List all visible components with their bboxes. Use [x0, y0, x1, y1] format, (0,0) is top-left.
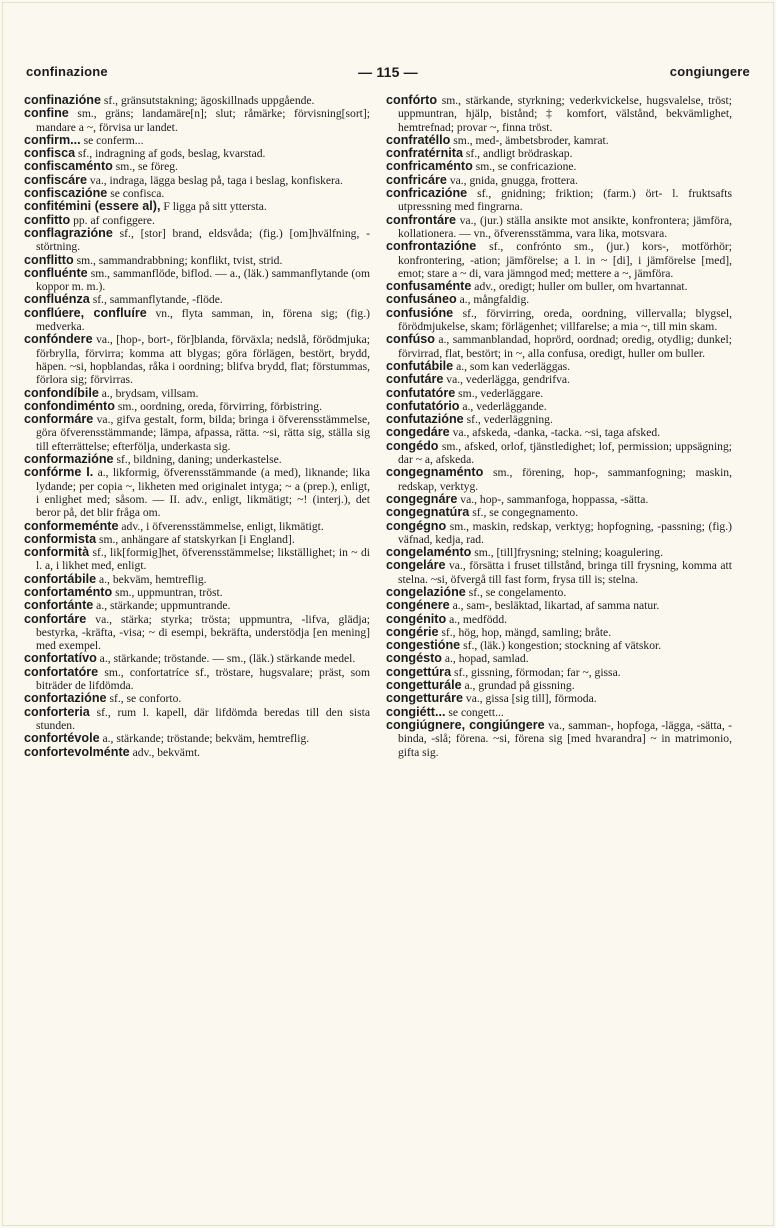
dictionary-entry: [386, 280, 732, 293]
dictionary-entry: [24, 187, 370, 200]
left-column: [24, 94, 370, 1124]
dictionary-entry: [24, 400, 370, 413]
dictionary-entry: [386, 134, 732, 147]
dictionary-entry: [386, 520, 732, 547]
entry-definition: a., stärkande; tröstande. — sm., (läk.) stärkande medel.: [99, 652, 356, 666]
dictionary-entry: [24, 466, 370, 519]
dictionary-entry: [24, 546, 370, 573]
entry-definition: sf., sammanflytande, -flöde.: [92, 293, 223, 307]
entry-headword: congiétt...: [386, 704, 446, 719]
dictionary-entry: [24, 666, 370, 693]
entry-definition: a., vederläggande.: [462, 399, 547, 413]
entry-headword: congelaménto: [386, 545, 472, 560]
entry-definition: se congett...: [448, 705, 504, 719]
dictionary-entry: [24, 107, 370, 134]
dictionary-entry: [24, 746, 370, 759]
entry-definition: va., vederlägga, gendrifva.: [446, 373, 570, 387]
entry-headword: congiúgnere, congiúngere: [386, 717, 545, 732]
entry-definition: a., hopad, samlad.: [444, 652, 529, 666]
dictionary-entry: [386, 626, 732, 639]
dictionary-entry: [386, 373, 732, 386]
entry-definition: a., sammanblandad, hoprörd, oordnad; oredig, otydlig; dunkel; förvirrad, flat, bestört; in ~, alla confusa, oredigt, huller om buller.: [398, 333, 732, 360]
dictionary-entry: [24, 573, 370, 586]
dictionary-entry: [24, 732, 370, 745]
entry-headword: confluénte: [24, 265, 88, 280]
entry-definition: vn., flyta samman, in, förena sig; (fig.) medverka.: [36, 306, 370, 334]
dictionary-entry: [386, 94, 732, 134]
entry-headword: confortábile: [24, 571, 97, 586]
dictionary-entry: [386, 333, 732, 360]
entry-definition: a., stärkande; tröstande; bekväm, hemtreflig.: [102, 732, 310, 746]
dictionary-entry: [386, 639, 732, 652]
entry-headword: conformità: [24, 545, 90, 560]
dictionary-entry: [386, 426, 732, 439]
dictionary-entry: [386, 546, 732, 559]
entry-headword: congésto: [386, 651, 442, 666]
entry-headword: confrontazióne: [386, 239, 477, 254]
dictionary-entry: [386, 400, 732, 413]
entry-headword: confortaménto: [24, 584, 113, 599]
entry-headword: confondiménto: [24, 398, 115, 413]
entry-definition: sm., sammandrabbning; konflikt, tvist, strid.: [76, 253, 283, 267]
entry-headword: confutatóre: [386, 385, 456, 400]
dictionary-entry: [386, 679, 732, 692]
entry-definition: sm., oordning, oreda, förvirring, förbistring.: [117, 399, 323, 413]
entry-headword: confusaménte: [386, 279, 472, 294]
entry-definition: va., hop-, sammanfoga, hoppassa, -sätta.: [460, 492, 649, 506]
entry-definition: sf., hög, hop, mängd, samling; bråte.: [441, 625, 612, 639]
entry-definition: adv., i öfverensstämmelse, enligt, likmätigt.: [121, 519, 324, 533]
entry-headword: confricazióne: [386, 186, 468, 201]
entry-definition: va., gifva gestalt, form, bilda; bringa i öfverensstämmelse, göra öfverensstämmande; lämpa, afpassa, rätta. ~si, rätta sig, ställa sig till efterrättelse; efterfölja, underkasta sig.: [36, 413, 370, 453]
dictionary-entry: [386, 147, 732, 160]
dictionary-entry: [24, 147, 370, 160]
entry-definition: a., stärkande; uppmuntrande.: [96, 599, 231, 613]
entry-headword: confortatóre: [24, 664, 99, 679]
entry-definition: sm., uppmuntran, tröst.: [115, 585, 223, 599]
header-right-guide-word: congiungere: [669, 64, 750, 79]
entry-headword: confiscaménto: [24, 159, 113, 174]
entry-definition: a., bekväm, hemtreflig.: [98, 572, 207, 586]
dictionary-entry: [386, 599, 732, 612]
entry-headword: conformazióne: [24, 452, 114, 467]
entry-headword: confondíbile: [24, 385, 99, 400]
dictionary-entry: [24, 586, 370, 599]
dictionary-entry: [24, 387, 370, 400]
entry-headword: confiscáre: [24, 172, 87, 187]
entry-definition: sf., indragning af gods, beslag, kvarstad.: [78, 147, 266, 161]
dictionary-entry: [386, 214, 732, 241]
entry-definition: se confisca.: [110, 187, 165, 201]
entry-headword: confratéllo: [386, 132, 451, 147]
dictionary-entry: [24, 652, 370, 665]
dictionary-entry: [24, 613, 370, 653]
entry-headword: confirm...: [24, 132, 81, 147]
entry-definition: a., mångfaldig.: [459, 293, 530, 307]
entry-definition: sm., se confricazione.: [475, 160, 577, 174]
entry-definition: va., stärka; styrka; trösta; uppmuntra, -lifva, glädja; bestyrka, -kräfta, -visa; ~ di esempi, bekräfta, understödja [en mening] med exempel.: [36, 612, 370, 653]
entry-headword: congegnáre: [386, 491, 458, 506]
dictionary-entry: [24, 227, 370, 254]
dictionary-entry: [24, 413, 370, 453]
dictionary-entry: [24, 293, 370, 306]
entry-headword: confusáneo: [386, 292, 457, 307]
dictionary-entry: [24, 520, 370, 533]
entry-headword: congettúra: [386, 664, 452, 679]
entry-headword: conflagrazióne: [24, 225, 113, 240]
entry-headword: confluénza: [24, 292, 90, 307]
entry-headword: confinazióne: [24, 94, 101, 107]
entry-headword: confutábile: [386, 358, 454, 373]
dictionary-entry: [24, 200, 370, 213]
entry-definition: sf., lik[formig]het, öfverensstämmelse; likställighet; in ~ di l. a, i likhet med, enligt.: [36, 546, 370, 573]
entry-headword: confrontáre: [386, 212, 456, 227]
entry-headword: congégno: [386, 518, 447, 533]
dictionary-entry: [24, 134, 370, 147]
dictionary-entry: [24, 160, 370, 173]
entry-headword: congeláre: [386, 558, 446, 573]
entry-headword: confusióne: [386, 305, 454, 320]
dictionary-entry: [386, 613, 732, 626]
entry-headword: confricaménto: [386, 159, 473, 174]
entry-definition: sf., förvirring, oreda, oordning, villervalla; blygsel, förödmjukelse, skam; förlägenhet; villfarelse; a mia ~, till min skam.: [398, 306, 732, 334]
entry-definition: sm., se föreg.: [115, 160, 178, 174]
entry-headword: congegnatúra: [386, 505, 470, 520]
entry-definition: sf., gränsutstakning; ägoskillnads uppgående.: [103, 94, 315, 107]
entry-definition: sf., [stor] brand, eldsvåda; (fig.) [om]hvälfning, -störtning.: [36, 226, 370, 254]
dictionary-entry: [386, 360, 732, 373]
entry-definition: sf., se conforto.: [109, 692, 182, 706]
dictionary-entry: [24, 706, 370, 733]
entry-headword: confratérnita: [386, 146, 463, 161]
entry-headword: confutazióne: [386, 412, 464, 427]
entry-headword: confórto: [386, 94, 438, 107]
dictionary-entry: [386, 586, 732, 599]
entry-definition: a., brydsam, villsam.: [101, 386, 199, 400]
entry-headword: confiscazióne: [24, 186, 108, 201]
entry-headword: congedáre: [386, 425, 450, 440]
dictionary-entry: [24, 333, 370, 386]
entry-definition: a., grundad på gissning.: [464, 679, 575, 693]
entry-definition: a., medfödd.: [449, 612, 508, 626]
dictionary-entry: [24, 254, 370, 267]
entry-definition: sm., vederläggare.: [458, 386, 544, 400]
dictionary-entry: [386, 666, 732, 679]
entry-headword: confortevolménte: [24, 744, 130, 759]
entry-definition: a., sam-, besläktad, likartad, af samma natur.: [452, 599, 660, 613]
entry-definition: va., gissa [sig till], förmoda.: [465, 692, 597, 706]
dictionary-entry: [386, 692, 732, 705]
entry-definition: va., indraga, lägga beslag på, taga i beslag, konfiskera.: [89, 173, 343, 187]
entry-headword: congetturáre: [386, 691, 463, 706]
dictionary-entry: [24, 453, 370, 466]
entry-definition: adv., oredigt; huller om buller, om hvartannat.: [474, 280, 688, 294]
dictionary-entry: [386, 719, 732, 759]
entry-headword: confórme I.: [24, 465, 94, 480]
entry-headword: congédo: [386, 438, 439, 453]
entry-definition: sf., se congelamento.: [468, 585, 567, 599]
entry-headword: conformáre: [24, 412, 94, 427]
entry-headword: confutatório: [386, 398, 460, 413]
entry-headword: confitto: [24, 212, 71, 227]
dictionary-entry: [24, 214, 370, 227]
dictionary-entry: [24, 599, 370, 612]
entry-headword: confutáre: [386, 372, 444, 387]
dictionary-entry: [386, 440, 732, 467]
dictionary-entry: [386, 387, 732, 400]
entry-definition: sm., confortatríce sf., tröstare, hugsvalare; präst, som biträder de lifdömda.: [36, 665, 370, 693]
entry-definition: pp. af configgere.: [73, 213, 155, 227]
dictionary-entry: [24, 307, 370, 334]
entry-definition: sf., confrónto sm., (jur.) kors-, motförhör; konfrontering, -ation; jämförelse; a l. in ~ [di], i jämförelse [med], emot; stare a ~ di, vara jämngod med; mettere a ~, jämföra.: [398, 240, 732, 280]
entry-definition: va., (jur.) ställa ansikte mot ansikte, konfrontera; jämföra, kollationera. — vn., öfverensstämma, vara lika, motsvara.: [398, 213, 732, 240]
entry-headword: conflúere, confluíre: [24, 305, 147, 320]
entry-definition: sm., anhängare af statskyrkan [i England].: [98, 532, 295, 546]
dictionary-entry: [24, 267, 370, 294]
header-left-guide-word: confinazione: [26, 64, 108, 79]
entry-definition: sf., rum l. kapell, där lifdömda beredas till den sista stunden.: [36, 705, 370, 732]
entry-headword: confóndere: [24, 332, 93, 347]
entry-definition: sf., gnidning; friktion; (farm.) ört- l. fruktsafts utpressning med fingrarna.: [398, 187, 732, 214]
dictionary-entry: [386, 413, 732, 426]
dictionary-entry: [386, 652, 732, 665]
entry-definition: sm., stärkande, styrkning; vederkvickelse, hugsvalelse, tröst; uppmuntran, hjälp, bistånd; ‡ komfort, välstånd, bekvämlighet, hemtrefnad; provar ~, finna tröst.: [398, 94, 732, 134]
dictionary-entry: [386, 559, 732, 586]
entry-headword: confortáre: [24, 611, 87, 626]
entry-headword: conformeménte: [24, 518, 119, 533]
entry-definition: sf., bildning, daning; underkastelse.: [116, 453, 282, 467]
entry-headword: congérie: [386, 624, 439, 639]
entry-headword: congénito: [386, 611, 447, 626]
entry-definition: F ligga på sitt yttersta.: [163, 200, 267, 214]
entry-headword: congestióne: [386, 638, 461, 653]
entry-definition: adv., bekvämt.: [132, 745, 201, 759]
entry-headword: congelazióne: [386, 584, 466, 599]
entry-headword: confúso: [386, 332, 435, 347]
entry-definition: a., som kan vederläggas.: [456, 359, 571, 373]
entry-headword: confisca: [24, 146, 76, 161]
dictionary-entry: [386, 307, 732, 334]
entry-headword: confine: [24, 106, 69, 121]
entry-headword: confortatívo: [24, 651, 97, 666]
entry-definition: se conferm...: [83, 133, 144, 147]
entry-definition: va., gnida, gnugga, frottera.: [449, 173, 578, 187]
entry-headword: confortánte: [24, 598, 94, 613]
entry-headword: confitémini (essere al),: [24, 199, 161, 214]
entry-headword: confricáre: [386, 172, 447, 187]
dictionary-entry: [386, 240, 732, 280]
entry-definition: va., samman-, hopfoga, -lägga, -sätta, -binda, -slå; förena. ~si, förena sig [med hvarandra] ~ in matrimonio, gifta sig.: [398, 718, 732, 759]
entry-definition: sf., (läk.) kongestion; stockning af vätskor.: [463, 639, 662, 653]
entry-headword: confortazióne: [24, 691, 107, 706]
entry-definition: sf., se congegnamento.: [472, 506, 579, 520]
entry-definition: va., [hop-, bort-, för]blanda, förväxla; nedslå, förödmjuka; förbrylla, förvirra; komma att blygas; göra förlägen, bestört, brydd, häpen. ~si, hopblandas, råka i oordning; blifva brydd, flat; förstummas, förlora sig; förvirras.: [36, 333, 370, 387]
entry-definition: sm., förening, hop-, sammanfogning; maskin, redskap, verktyg.: [398, 466, 732, 493]
entry-headword: conformista: [24, 531, 97, 546]
entry-definition: sf., vederläggning.: [466, 413, 553, 427]
entry-definition: sm., [till]frysning; stelning; koagulering.: [474, 546, 663, 560]
entry-headword: congetturále: [386, 678, 462, 693]
dictionary-entry: [24, 94, 370, 107]
entry-definition: sf., gissning, förmodan; far ~, gissa.: [453, 665, 621, 679]
dictionary-entry: [386, 174, 732, 187]
right-column: [386, 94, 732, 1124]
entry-definition: a., likformig, öfverensstämmande (a med), liknande; lika lydande; per copia ~, likheten med originalet intyga; ~ a (prep.), enligt, i enlighet med; såsom. — II. adv., enligt, likmätigt; ~! (interj.), det beror på, det blir fråga om.: [36, 466, 370, 520]
dictionary-entry: [386, 160, 732, 173]
entry-definition: sf., andligt brödraskap.: [465, 147, 573, 161]
entry-headword: congegnaménto: [386, 465, 484, 480]
dictionary-entry: [386, 506, 732, 519]
dictionary-entry: [386, 466, 732, 493]
entry-definition: va., afskeda, -danka, -tacka. ~si, taga afsked.: [452, 426, 661, 440]
entry-definition: sm., gräns; landamäre[n]; slut; råmärke; förvisning[sort]; mandare a ~, förvisa ur landet.: [36, 107, 370, 134]
dictionary-entry: [24, 692, 370, 705]
dictionary-entry: [24, 533, 370, 546]
entry-definition: sm., afsked, orlof, tjänstledighet; lof, permission; uppsägning; dar ~ a, afskeda.: [398, 439, 732, 467]
running-head: [26, 64, 750, 82]
dictionary-entry: [386, 293, 732, 306]
entry-headword: confortévole: [24, 731, 100, 746]
dictionary-entry: [386, 706, 732, 719]
dictionary-entry: [386, 493, 732, 506]
dictionary-entry: [386, 187, 732, 214]
dictionary-entry: [24, 174, 370, 187]
entry-headword: conforteria: [24, 704, 90, 719]
entry-definition: sm., sammanflöde, biflod. — a., (läk.) sammanflytande (om koppor m. m.).: [36, 266, 370, 294]
entry-headword: conflitto: [24, 252, 74, 267]
entry-definition: sm., maskin, redskap, verktyg; hopfogning, -passning; (fig.) väfnad, kedja, rad.: [398, 519, 732, 546]
entry-definition: sm., med-, ämbetsbroder, kamrat.: [453, 133, 609, 147]
page-number: — 115 —: [358, 64, 418, 80]
entry-headword: congénere: [386, 598, 450, 613]
entry-definition: va., försätta i fruset tillstånd, bringa till frysning, komma att stelna. ~si, öfvergå till fast form, frysa till is; stelna.: [398, 559, 732, 586]
